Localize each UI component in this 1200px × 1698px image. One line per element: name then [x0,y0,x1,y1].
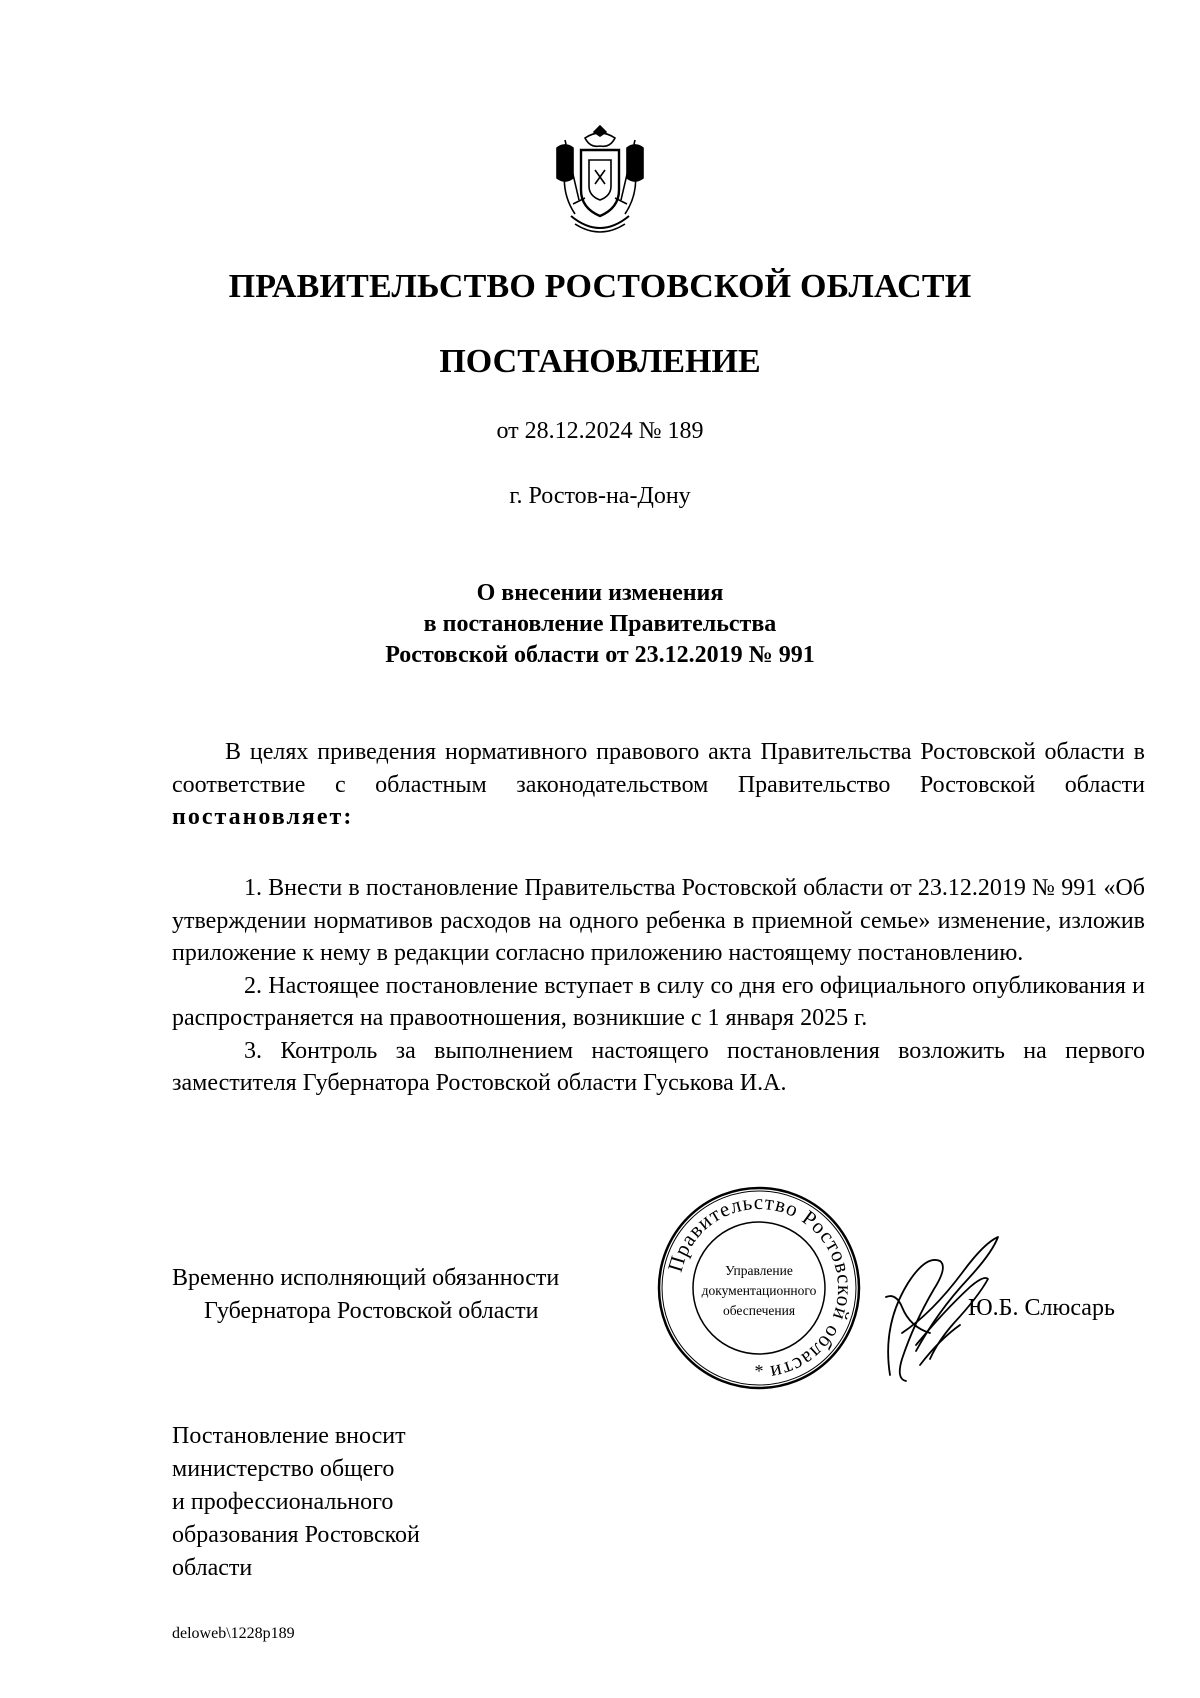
decree-verb: постановляет: [172,804,354,830]
decree-items [172,872,1145,1100]
preamble-paragraph [172,736,1145,834]
document-subject [0,578,1200,671]
document-type-title: ПОСТАНОВЛЕНИЕ [439,343,761,380]
submitter-line: и профессионального [172,1489,394,1515]
submitter-note [172,1420,420,1585]
stamp-ring-text: Правительство Ростовской области [662,1189,858,1386]
stamp-center-line: документационного [701,1283,817,1298]
decree-item: 2. Настоящее постановление вступает в силу со дня его официального опубликования и распространяется на правоотношения, возникшие с 1 января 2025 г. [172,972,1145,1031]
submitter-line: области [172,1555,253,1581]
submitter-line: Постановление вносит [172,1423,406,1449]
document-date-number: от 28.12.2024 № 189 [496,418,704,444]
decree-item: 1. Внести в постановление Правительства Ростовской области от 23.12.2019 № 991 «Об утверждении нормативов расходов на одного ребенка в приемной семье» изменение, изложив приложение к нему в редакции согласно приложению настоящему постановлению. [172,875,1145,966]
signer-position-line: Губернатора Ростовской области [204,1298,539,1324]
file-code: deloweb\1228p189 [172,1625,295,1642]
official-stamp [656,1185,862,1391]
submitter-line: министерство общего [172,1456,395,1482]
signer-position-line: Временно исполняющий обязанности [172,1265,560,1291]
organization-title: ПРАВИТЕЛЬСТВО РОСТОВСКОЙ ОБЛАСТИ [228,268,972,305]
subject-line: Ростовской области от 23.12.2019 № 991 [385,642,815,668]
stamp-center-line: Управление [725,1263,793,1278]
decree-item: 3. Контроль за выполнением настоящего постановления возложить на первого заместителя Губернатора Ростовской области Гуськова И.А. [172,1037,1145,1096]
stamp-star: * [754,1361,764,1381]
subject-line: О внесении изменения [476,580,724,606]
document-city: г. Ростов-на-Дону [509,483,691,509]
submitter-line: образования Ростовской [172,1522,420,1548]
stamp-center-line: обеспечения [722,1303,796,1318]
signer-name: Ю.Б. Слюсарь [968,1295,1115,1321]
signer-position [172,1262,559,1328]
preamble-text: В целях приведения нормативного правового акта Правительства Ростовской области в соответствие с областным законодательством Правительство Ростовской области [172,739,1145,798]
subject-line: в постановление Правительства [423,611,777,637]
coat-of-arms-emblem [545,120,655,244]
